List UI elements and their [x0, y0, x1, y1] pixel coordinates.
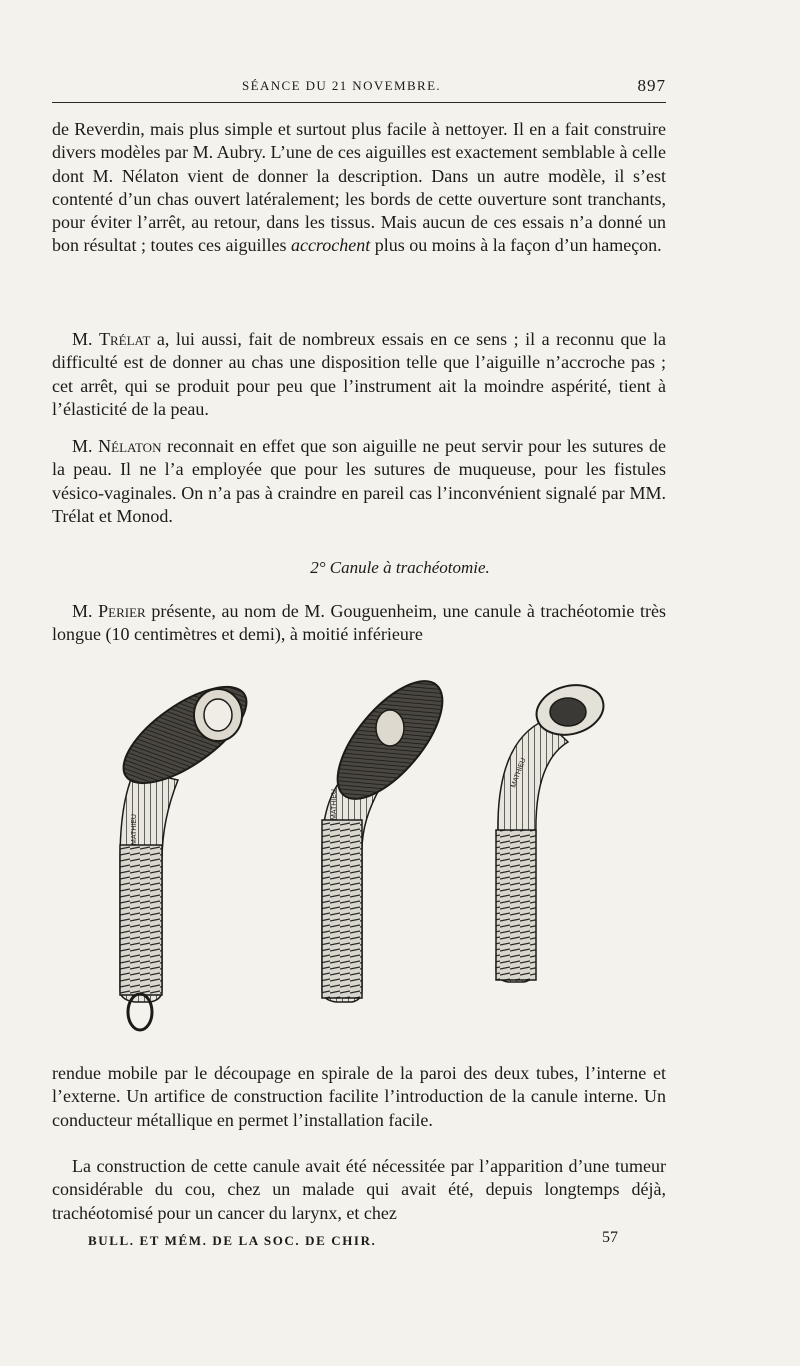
cannula-2 — [319, 670, 461, 1002]
paragraph-3-text: reconnait en effet que son aiguille ne peut servir pour les sutures de la peau. Il ne l’a employée que pour les sutures de muqueuse, pour les fistules vésico-vaginales. On n’a pas à craindre en pareil cas l’inconvénient signalé par MM. Trélat et Monod. — [52, 436, 667, 526]
paragraph-5-text: rendue mobile par le découpage en spirale de la paroi des deux tubes, l’interne et l’externe. Un artifice de construction facilite l’introduction de la canule interne. Un conducteur métallique en permet l’installation facile. — [52, 1063, 666, 1130]
paragraph-2-name: Trélat — [99, 329, 151, 349]
page-number: 897 — [637, 76, 666, 95]
paragraph-2 — [52, 328, 666, 421]
section-title: 2° Canule à trachéotomie. — [310, 558, 490, 577]
engraved-label-3: MATHIEU — [510, 757, 528, 789]
cannula-3 — [496, 678, 609, 982]
paragraph-4 — [52, 600, 666, 647]
paragraph-1-italic: accrochent — [290, 235, 371, 256]
paragraph-3-name: Nélaton — [98, 436, 162, 456]
running-head-title: SÉANCE DU 21 NOVEMBRE. — [242, 78, 442, 93]
footer-journal: BULL. ET MÉM. DE LA SOC. DE CHIR. — [88, 1233, 377, 1248]
paragraph-1-text: de Reverdin, mais plus simple et surtout plus facile à nettoyer. Il en a fait construire divers modèles par M. Aubry. L’une de ces aiguilles est exactement semblable à celle dont M. Nélaton vient de donner la description. Dans un autre modèle, il s’est contenté d’un chas ouvert latéralement; les bords de cette ouverture sont tranchants, pour éviter l’arrêt, au retour, dans les tissus. Mais aucun de ces essais n’a donné un bon résultat ; toutes ces aiguilles — [52, 119, 666, 256]
paragraph-5 — [52, 1062, 666, 1132]
footer-signature: 57 — [602, 1229, 618, 1246]
cannula-1 — [109, 670, 261, 1030]
paragraph-2-text: a, lui aussi, fait de nombreux essais en ce sens ; il a reconnu que la difficulté est de donner au chas une disposition telle que l’aiguille n’accroche pas ; cet arrêt, qui se produit pour peu que l’instrument ait la moindre aspérité, tient à l’élasticité de la peau. — [52, 329, 667, 419]
cannula-engraving — [90, 670, 690, 1040]
paragraph-6-text: La construction de cette canule avait été nécessitée par l’apparition d’une tumeur considérable du cou, chez un malade qui avait été, depuis longtemps déjà, trachéotomisé pour un cancer du larynx, et chez — [52, 1156, 666, 1223]
paragraph-1-end: plus ou moins à la façon d’un hameçon. — [374, 235, 662, 256]
paragraph-4-prefix: M. — [72, 601, 93, 621]
engraved-label-1: MATHIEU — [131, 814, 138, 845]
paragraph-3-prefix: M. — [72, 436, 93, 456]
running-head — [52, 76, 666, 103]
paragraph-3 — [52, 435, 666, 528]
paragraph-1 — [52, 118, 666, 258]
engraved-label-2: MATHIEU — [331, 789, 338, 820]
paragraph-4-name: Perier — [98, 601, 146, 621]
paragraph-6 — [52, 1155, 666, 1225]
paragraph-4-text: présente, au nom de M. Gouguenheim, une canule à trachéotomie très longue (10 centimètres et demi), à moitié inférieure — [52, 601, 667, 645]
paragraph-2-prefix: M. — [72, 329, 93, 349]
